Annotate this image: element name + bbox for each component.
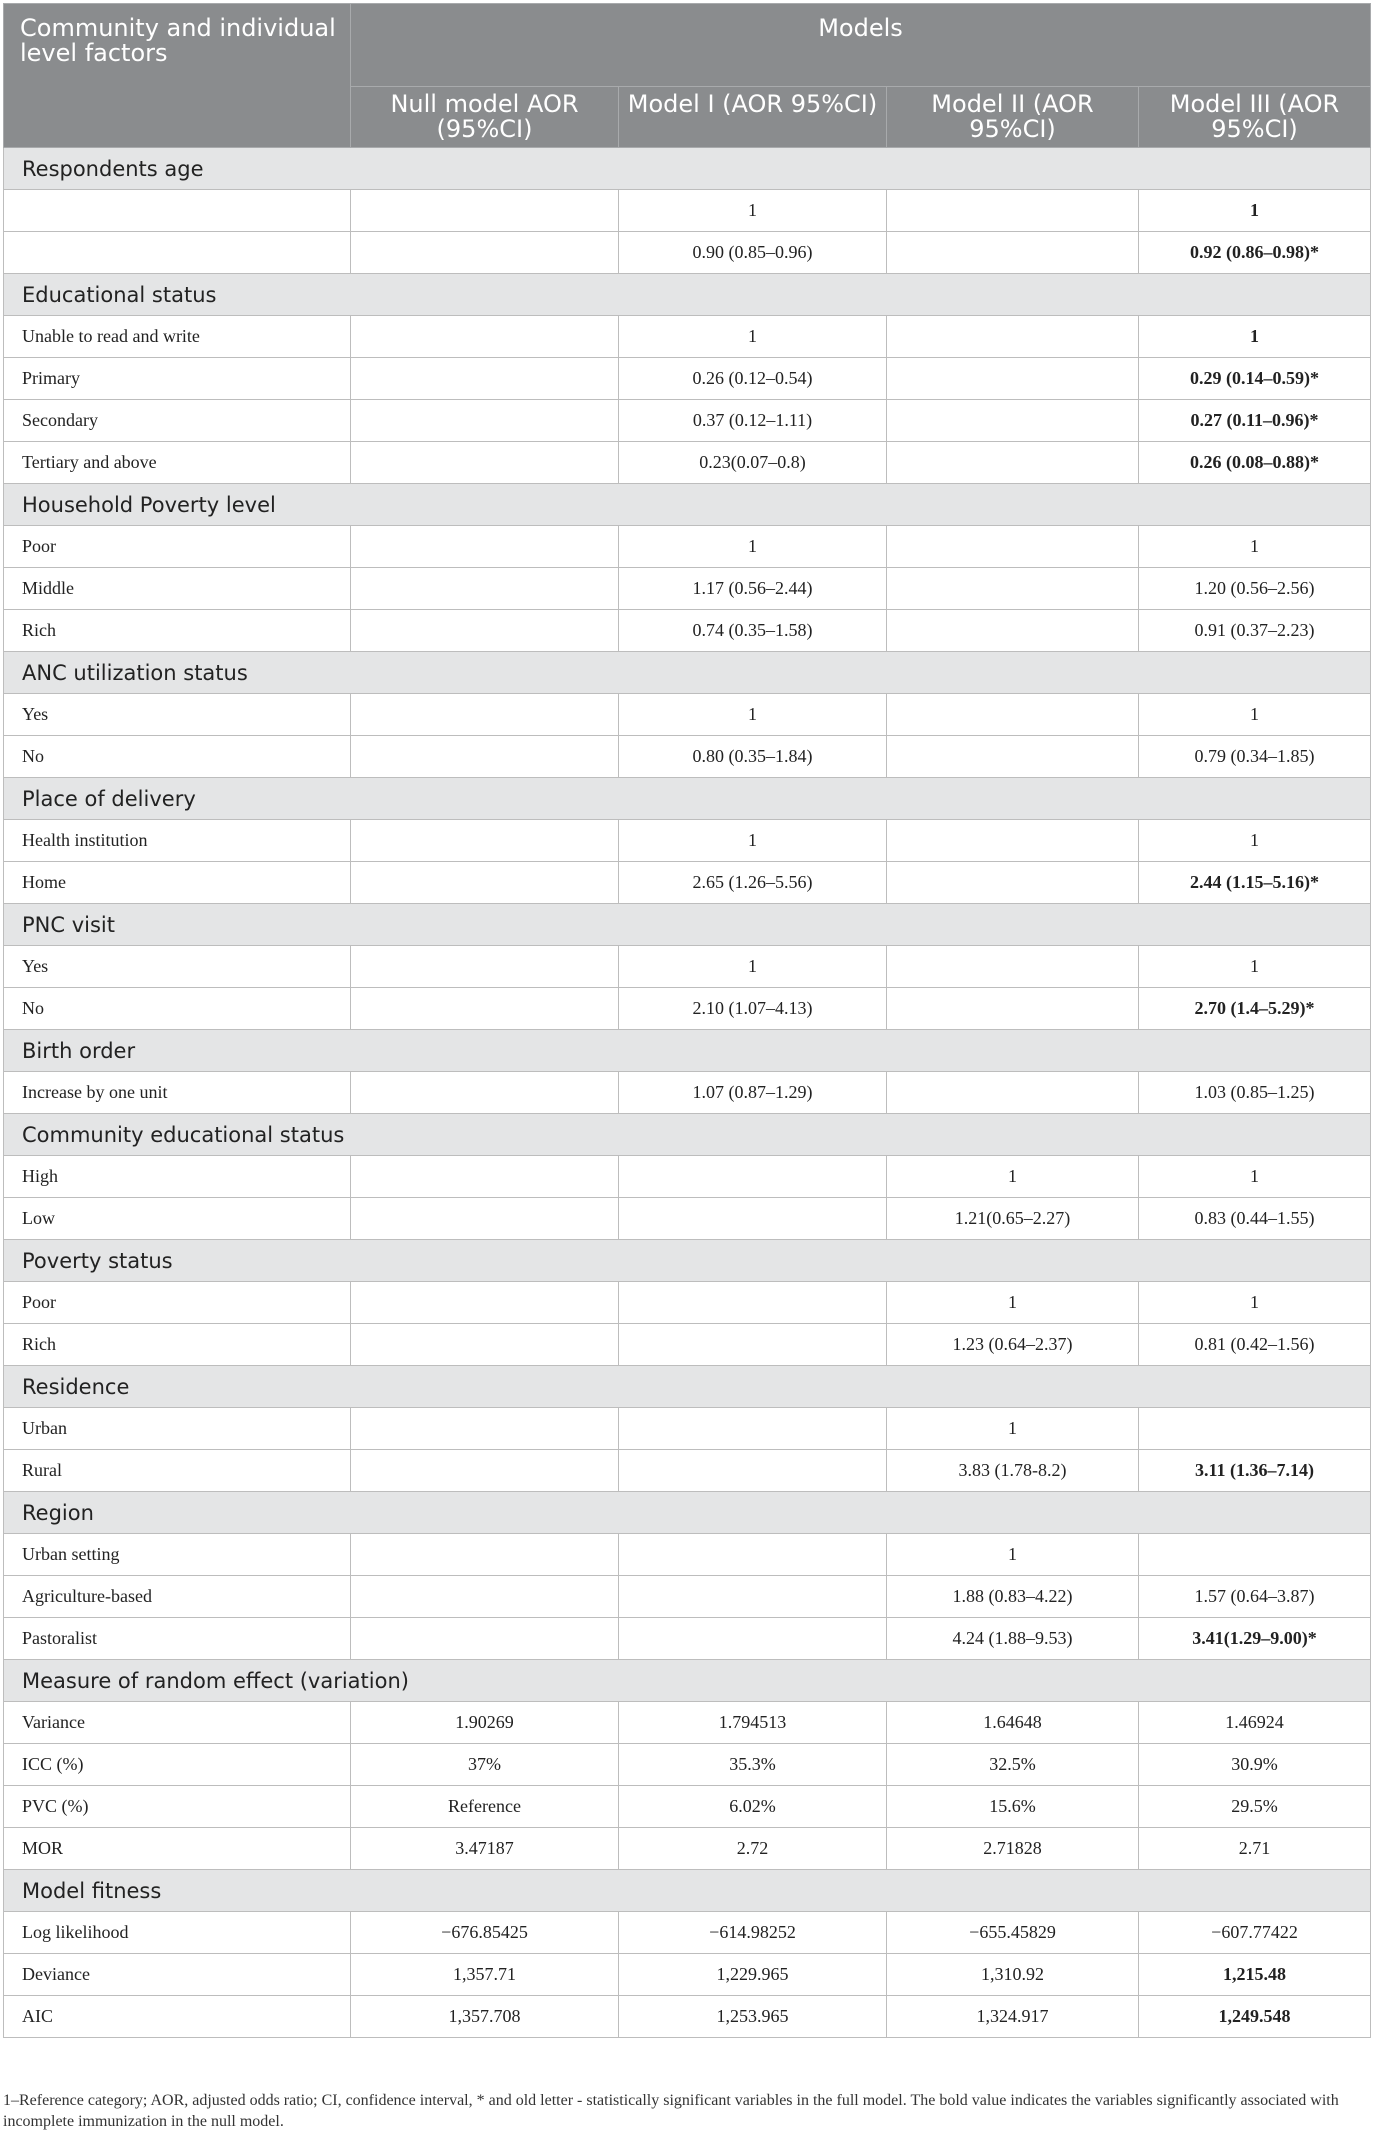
- row-label: Home: [4, 862, 351, 904]
- section-header-row: [4, 484, 1371, 526]
- model-2-cell: [887, 316, 1139, 358]
- table-row: [4, 610, 1371, 652]
- model-1-cell: 35.3%: [619, 1744, 887, 1786]
- row-label: Unable to read and write: [4, 316, 351, 358]
- row-label: [4, 190, 351, 232]
- model-1-cell: [619, 1324, 887, 1366]
- model-2-cell: 4.24 (1.88–9.53): [887, 1618, 1139, 1660]
- row-label: Variance: [4, 1702, 351, 1744]
- section-title: Household Poverty level: [4, 484, 1371, 526]
- model-3-cell: 1,249.548: [1139, 1996, 1371, 2038]
- model-2-cell: 1,324.917: [887, 1996, 1139, 2038]
- null-model-cell: [351, 1324, 619, 1366]
- row-label: Primary: [4, 358, 351, 400]
- model-1-cell: 1: [619, 946, 887, 988]
- null-model-cell: [351, 1282, 619, 1324]
- table-row: [4, 820, 1371, 862]
- table-row: [4, 946, 1371, 988]
- model-2-cell: [887, 442, 1139, 484]
- model-1-cell: [619, 1156, 887, 1198]
- table-row: [4, 1282, 1371, 1324]
- model-1-cell: 1.794513: [619, 1702, 887, 1744]
- row-label: Rich: [4, 610, 351, 652]
- section-title: Educational status: [4, 274, 1371, 316]
- row-label: Increase by one unit: [4, 1072, 351, 1114]
- model-3-cell: 1: [1139, 526, 1371, 568]
- table-row: [4, 442, 1371, 484]
- model-1-cell: 1,253.965: [619, 1996, 887, 2038]
- model-1-cell: 0.80 (0.35–1.84): [619, 736, 887, 778]
- row-label: No: [4, 988, 351, 1030]
- row-label: No: [4, 736, 351, 778]
- null-model-cell: [351, 862, 619, 904]
- model-2-cell: 1,310.92: [887, 1954, 1139, 1996]
- row-label: Rural: [4, 1450, 351, 1492]
- model-3-cell: 29.5%: [1139, 1786, 1371, 1828]
- section-title: Place of delivery: [4, 778, 1371, 820]
- model-2-cell: [887, 1072, 1139, 1114]
- model-2-header: Model II (AOR 95%CI): [887, 87, 1139, 148]
- table-row: [4, 190, 1371, 232]
- model-2-cell: 1: [887, 1408, 1139, 1450]
- model-2-cell: [887, 526, 1139, 568]
- model-3-cell: [1139, 1534, 1371, 1576]
- row-label: Urban: [4, 1408, 351, 1450]
- model-3-cell: 0.81 (0.42–1.56): [1139, 1324, 1371, 1366]
- model-1-cell: 2.65 (1.26–5.56): [619, 862, 887, 904]
- null-model-cell: [351, 316, 619, 358]
- model-3-cell: 1,215.48: [1139, 1954, 1371, 1996]
- model-2-cell: [887, 988, 1139, 1030]
- model-1-cell: 0.26 (0.12–0.54): [619, 358, 887, 400]
- table-container: [3, 3, 1370, 2038]
- null-model-cell: [351, 526, 619, 568]
- model-2-cell: 1.88 (0.83–4.22): [887, 1576, 1139, 1618]
- null-model-cell: [351, 694, 619, 736]
- model-3-cell: 1: [1139, 820, 1371, 862]
- table-row: [4, 1450, 1371, 1492]
- model-1-cell: 0.90 (0.85–0.96): [619, 232, 887, 274]
- model-1-cell: 1: [619, 190, 887, 232]
- model-1-cell: 1: [619, 526, 887, 568]
- model-2-cell: 1.21(0.65–2.27): [887, 1198, 1139, 1240]
- null-model-cell: [351, 358, 619, 400]
- table-row: [4, 1324, 1371, 1366]
- section-title: Poverty status: [4, 1240, 1371, 1282]
- model-2-cell: [887, 568, 1139, 610]
- row-label: Health institution: [4, 820, 351, 862]
- null-model-cell: 3.47187: [351, 1828, 619, 1870]
- model-1-cell: [619, 1576, 887, 1618]
- null-model-cell: [351, 232, 619, 274]
- model-2-cell: [887, 610, 1139, 652]
- section-header-row: [4, 1660, 1371, 1702]
- model-1-cell: 1: [619, 694, 887, 736]
- section-title: Community educational status: [4, 1114, 1371, 1156]
- model-1-cell: 0.23(0.07–0.8): [619, 442, 887, 484]
- section-header-row: [4, 274, 1371, 316]
- model-3-cell: 0.92 (0.86–0.98)*: [1139, 232, 1371, 274]
- model-2-cell: 3.83 (1.78-8.2): [887, 1450, 1139, 1492]
- table-row: [4, 862, 1371, 904]
- model-2-cell: 32.5%: [887, 1744, 1139, 1786]
- model-3-cell: 2.70 (1.4–5.29)*: [1139, 988, 1371, 1030]
- model-3-cell: 1.57 (0.64–3.87): [1139, 1576, 1371, 1618]
- model-1-cell: [619, 1534, 887, 1576]
- model-1-cell: 2.10 (1.07–4.13): [619, 988, 887, 1030]
- model-2-cell: 1: [887, 1534, 1139, 1576]
- table-footnote: 1–Reference category; AOR, adjusted odds ratio; CI, confidence interval, * and old letter - statistically significant variables in the full model. The bold value indicates the variables significantly associated with incomplete immunization in the null model.: [3, 2092, 1339, 2130]
- table-row: [4, 1744, 1371, 1786]
- null-model-cell: [351, 1618, 619, 1660]
- model-3-header: Model III (AOR 95%CI): [1139, 87, 1371, 148]
- model-2-cell: [887, 820, 1139, 862]
- model-2-cell: 1.64648: [887, 1702, 1139, 1744]
- table-row: [4, 1072, 1371, 1114]
- section-header-row: [4, 1492, 1371, 1534]
- null-model-cell: [351, 1198, 619, 1240]
- model-1-cell: 2.72: [619, 1828, 887, 1870]
- null-model-cell: [351, 1072, 619, 1114]
- model-3-cell: 0.79 (0.34–1.85): [1139, 736, 1371, 778]
- null-model-cell: [351, 1534, 619, 1576]
- model-3-cell: 1: [1139, 946, 1371, 988]
- table-row: [4, 1828, 1371, 1870]
- model-3-cell: −607.77422: [1139, 1912, 1371, 1954]
- model-3-cell: 0.91 (0.37–2.23): [1139, 610, 1371, 652]
- row-label: Tertiary and above: [4, 442, 351, 484]
- table-row: [4, 1912, 1371, 1954]
- table-row: [4, 526, 1371, 568]
- null-model-cell: Reference: [351, 1786, 619, 1828]
- null-model-cell: [351, 1408, 619, 1450]
- section-title: Residence: [4, 1366, 1371, 1408]
- table-row: [4, 232, 1371, 274]
- model-3-cell: 3.41(1.29–9.00)*: [1139, 1618, 1371, 1660]
- table-row: [4, 1618, 1371, 1660]
- section-title: ANC utilization status: [4, 652, 1371, 694]
- null-model-cell: [351, 610, 619, 652]
- models-column-header: Models: [351, 4, 1371, 87]
- results-table: [3, 3, 1371, 2038]
- factor-column-header: Community and individual level factors: [4, 4, 351, 148]
- model-3-cell: 3.11 (1.36–7.14): [1139, 1450, 1371, 1492]
- model-2-cell: [887, 736, 1139, 778]
- model-2-cell: 2.71828: [887, 1828, 1139, 1870]
- section-header-row: [4, 904, 1371, 946]
- table-row: [4, 400, 1371, 442]
- model-1-cell: −614.98252: [619, 1912, 887, 1954]
- model-1-cell: [619, 1282, 887, 1324]
- model-2-cell: [887, 694, 1139, 736]
- model-1-cell: [619, 1198, 887, 1240]
- model-3-cell: [1139, 1408, 1371, 1450]
- row-label: PVC (%): [4, 1786, 351, 1828]
- model-1-cell: 1.17 (0.56–2.44): [619, 568, 887, 610]
- model-3-cell: 1.03 (0.85–1.25): [1139, 1072, 1371, 1114]
- model-3-cell: 0.29 (0.14–0.59)*: [1139, 358, 1371, 400]
- header-row-top: [4, 4, 1371, 87]
- section-header-row: [4, 1870, 1371, 1912]
- row-label: Middle: [4, 568, 351, 610]
- row-label: Yes: [4, 946, 351, 988]
- section-header-row: [4, 1240, 1371, 1282]
- section-title: Birth order: [4, 1030, 1371, 1072]
- model-3-cell: 1: [1139, 190, 1371, 232]
- section-title: PNC visit: [4, 904, 1371, 946]
- model-2-cell: 15.6%: [887, 1786, 1139, 1828]
- model-1-cell: 1,229.965: [619, 1954, 887, 1996]
- row-label: Poor: [4, 1282, 351, 1324]
- model-3-cell: 1: [1139, 1156, 1371, 1198]
- table-row: [4, 1198, 1371, 1240]
- model-3-cell: 0.83 (0.44–1.55): [1139, 1198, 1371, 1240]
- model-2-cell: [887, 190, 1139, 232]
- model-2-cell: 1: [887, 1156, 1139, 1198]
- model-1-header: Model I (AOR 95%CI): [619, 87, 887, 148]
- model-2-cell: 1: [887, 1282, 1139, 1324]
- model-2-cell: [887, 946, 1139, 988]
- model-3-cell: 1: [1139, 694, 1371, 736]
- model-2-cell: [887, 400, 1139, 442]
- row-label: Low: [4, 1198, 351, 1240]
- table-row: [4, 1786, 1371, 1828]
- null-model-cell: [351, 820, 619, 862]
- table-body: [4, 148, 1371, 2038]
- row-label: Agriculture-based: [4, 1576, 351, 1618]
- row-label: Yes: [4, 694, 351, 736]
- table-row: [4, 736, 1371, 778]
- row-label: AIC: [4, 1996, 351, 2038]
- null-model-cell: 1.90269: [351, 1702, 619, 1744]
- table-row: [4, 988, 1371, 1030]
- section-header-row: [4, 148, 1371, 190]
- model-3-cell: 2.71: [1139, 1828, 1371, 1870]
- model-3-cell: 30.9%: [1139, 1744, 1371, 1786]
- row-label: Poor: [4, 526, 351, 568]
- section-title: Region: [4, 1492, 1371, 1534]
- model-2-cell: [887, 358, 1139, 400]
- model-3-cell: 0.27 (0.11–0.96)*: [1139, 400, 1371, 442]
- model-1-cell: 1: [619, 820, 887, 862]
- null-model-cell: [351, 1156, 619, 1198]
- null-model-header: Null model AOR (95%CI): [351, 87, 619, 148]
- section-header-row: [4, 652, 1371, 694]
- model-1-cell: [619, 1450, 887, 1492]
- model-2-cell: [887, 232, 1139, 274]
- row-label: Urban setting: [4, 1534, 351, 1576]
- model-2-cell: [887, 862, 1139, 904]
- model-1-cell: 6.02%: [619, 1786, 887, 1828]
- section-title: Model fitness: [4, 1870, 1371, 1912]
- row-label: Rich: [4, 1324, 351, 1366]
- null-model-cell: [351, 946, 619, 988]
- null-model-cell: −676.85425: [351, 1912, 619, 1954]
- null-model-cell: [351, 736, 619, 778]
- section-title: Measure of random effect (variation): [4, 1660, 1371, 1702]
- model-1-cell: 0.37 (0.12–1.11): [619, 400, 887, 442]
- model-3-cell: 1.46924: [1139, 1702, 1371, 1744]
- model-1-cell: [619, 1408, 887, 1450]
- section-title: Respondents age: [4, 148, 1371, 190]
- model-1-cell: [619, 1618, 887, 1660]
- null-model-cell: [351, 988, 619, 1030]
- model-3-cell: 1: [1139, 316, 1371, 358]
- table-row: [4, 1996, 1371, 2038]
- table-row: [4, 316, 1371, 358]
- section-header-row: [4, 1366, 1371, 1408]
- model-3-cell: 2.44 (1.15–5.16)*: [1139, 862, 1371, 904]
- section-header-row: [4, 1114, 1371, 1156]
- model-3-cell: 0.26 (0.08–0.88)*: [1139, 442, 1371, 484]
- null-model-cell: [351, 442, 619, 484]
- model-3-cell: 1: [1139, 1282, 1371, 1324]
- table-row: [4, 1576, 1371, 1618]
- null-model-cell: [351, 568, 619, 610]
- table-row: [4, 1702, 1371, 1744]
- table-row: [4, 568, 1371, 610]
- model-2-cell: −655.45829: [887, 1912, 1139, 1954]
- table-row: [4, 1954, 1371, 1996]
- null-model-cell: [351, 400, 619, 442]
- row-label: [4, 232, 351, 274]
- null-model-cell: [351, 1576, 619, 1618]
- model-1-cell: 1: [619, 316, 887, 358]
- null-model-cell: 1,357.71: [351, 1954, 619, 1996]
- null-model-cell: 1,357.708: [351, 1996, 619, 2038]
- row-label: Secondary: [4, 400, 351, 442]
- section-header-row: [4, 778, 1371, 820]
- row-label: Pastoralist: [4, 1618, 351, 1660]
- null-model-cell: [351, 1450, 619, 1492]
- model-1-cell: 1.07 (0.87–1.29): [619, 1072, 887, 1114]
- section-header-row: [4, 1030, 1371, 1072]
- model-3-cell: 1.20 (0.56–2.56): [1139, 568, 1371, 610]
- row-label: Log likelihood: [4, 1912, 351, 1954]
- table-row: [4, 1408, 1371, 1450]
- table-row: [4, 358, 1371, 400]
- table-row: [4, 1534, 1371, 1576]
- table-row: [4, 694, 1371, 736]
- row-label: Deviance: [4, 1954, 351, 1996]
- row-label: ICC (%): [4, 1744, 351, 1786]
- model-2-cell: 1.23 (0.64–2.37): [887, 1324, 1139, 1366]
- row-label: High: [4, 1156, 351, 1198]
- row-label: MOR: [4, 1828, 351, 1870]
- null-model-cell: 37%: [351, 1744, 619, 1786]
- null-model-cell: [351, 190, 619, 232]
- table-row: [4, 1156, 1371, 1198]
- model-1-cell: 0.74 (0.35–1.58): [619, 610, 887, 652]
